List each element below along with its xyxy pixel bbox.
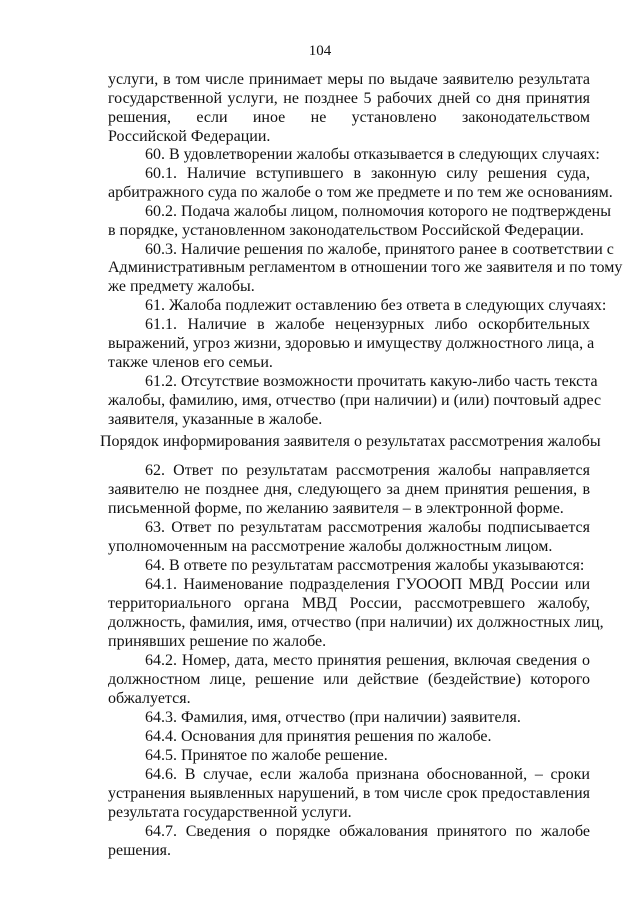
text-line: же предмету жалобы. [108,278,255,295]
text-line: арбитражного суда по жалобе о том же предмете и по тем же основаниям. [108,184,613,201]
text-line: 64.6. В случае, если жалоба признана обоснованной, – сроки [145,766,590,783]
section-heading: Порядок информирования заявителя о результатах рассмотрения жалобы [100,433,601,450]
text-line: 61.1. Наличие в жалобе нецензурных либо оскорбительных [145,316,590,333]
page-number: 104 [308,43,332,59]
text-line: 64.1. Наименование подразделения ГУОООП МВД России или [145,576,590,593]
text-line: 64.4. Основания для принятия решения по жалобе. [145,728,492,745]
text-line: должностном лице, решение или действие (бездействие) которого [108,671,590,688]
text-line: 62. Ответ по результатам рассмотрения жалобы направляется [145,462,590,479]
text-line: 61.2. Отсутствие возможности прочитать какую-либо часть текста [145,373,598,390]
text-line: 64.2. Номер, дата, место принятия решения, включая сведения о [145,652,590,669]
text-line: 60. В удовлетворении жалобы отказывается в следующих случаях: [145,146,600,163]
text-line: услуги, в том числе принимает меры по выдаче заявителю результата [108,71,590,88]
text-line: 60.1. Наличие вступившего в законную силу решения суда, [145,165,590,182]
text-line: 64. В ответе по результатам рассмотрения жалобы указываются: [145,557,585,574]
text-line: выражений, угроз жизни, здоровью и имуществу должностного лица, а [108,335,595,352]
text-line: результата государственной услуги. [108,804,352,821]
text-line: должность, фамилия, имя, отчество (при наличии) их должностных лиц, [108,614,604,631]
text-line: жалобы, фамилию, имя, отчество (при наличии) и (или) почтовый адрес [108,392,602,409]
text-line: решения, если иное не установлено законодательством [108,109,590,126]
text-line: Российской Федерации. [108,128,271,145]
text-line: заявителя, указанные в жалобе. [108,411,323,428]
text-line: принявших решение по жалобе. [108,633,327,650]
text-line: уполномоченным на рассмотрение жалобы должностным лицом. [108,538,553,555]
text-line: 64.5. Принятое по жалобе решение. [145,747,388,764]
text-line: 64.3. Фамилия, имя, отчество (при наличии) заявителя. [145,709,521,726]
text-line: 60.2. Подача жалобы лицом, полномочия которого не подтверждены [145,203,611,220]
text-line: также членов его семьи. [108,354,273,371]
text-line: 64.7. Сведения о порядке обжалования принятого по жалобе [145,823,590,840]
text-line: 61. Жалоба подлежит оставлению без ответа в следующих случаях: [145,297,607,314]
text-line: обжалуется. [108,690,191,707]
text-line: заявителю не позднее дня, следующего за днем принятия решения, в [108,481,590,498]
text-line: в порядке, установленном законодательством Российской Федерации. [108,222,584,239]
text-line: территориального органа МВД России, рассмотревшего жалобу, [108,595,590,612]
text-line: 63. Ответ по результатам рассмотрения жалобы подписывается [145,519,590,536]
text-line: государственной услуги, не позднее 5 рабочих дней со дня принятия [108,90,590,107]
text-line: решения. [108,842,172,859]
text-line: устранения выявленных нарушений, в том числе срок предоставления [108,785,590,802]
text-line: письменной форме, по желанию заявителя – в электронной форме. [108,500,564,517]
text-line: 60.3. Наличие решения по жалобе, принятого ранее в соответствии с [145,241,614,258]
text-line: Административным регламентом в отношении того же заявителя и по тому [108,259,623,276]
